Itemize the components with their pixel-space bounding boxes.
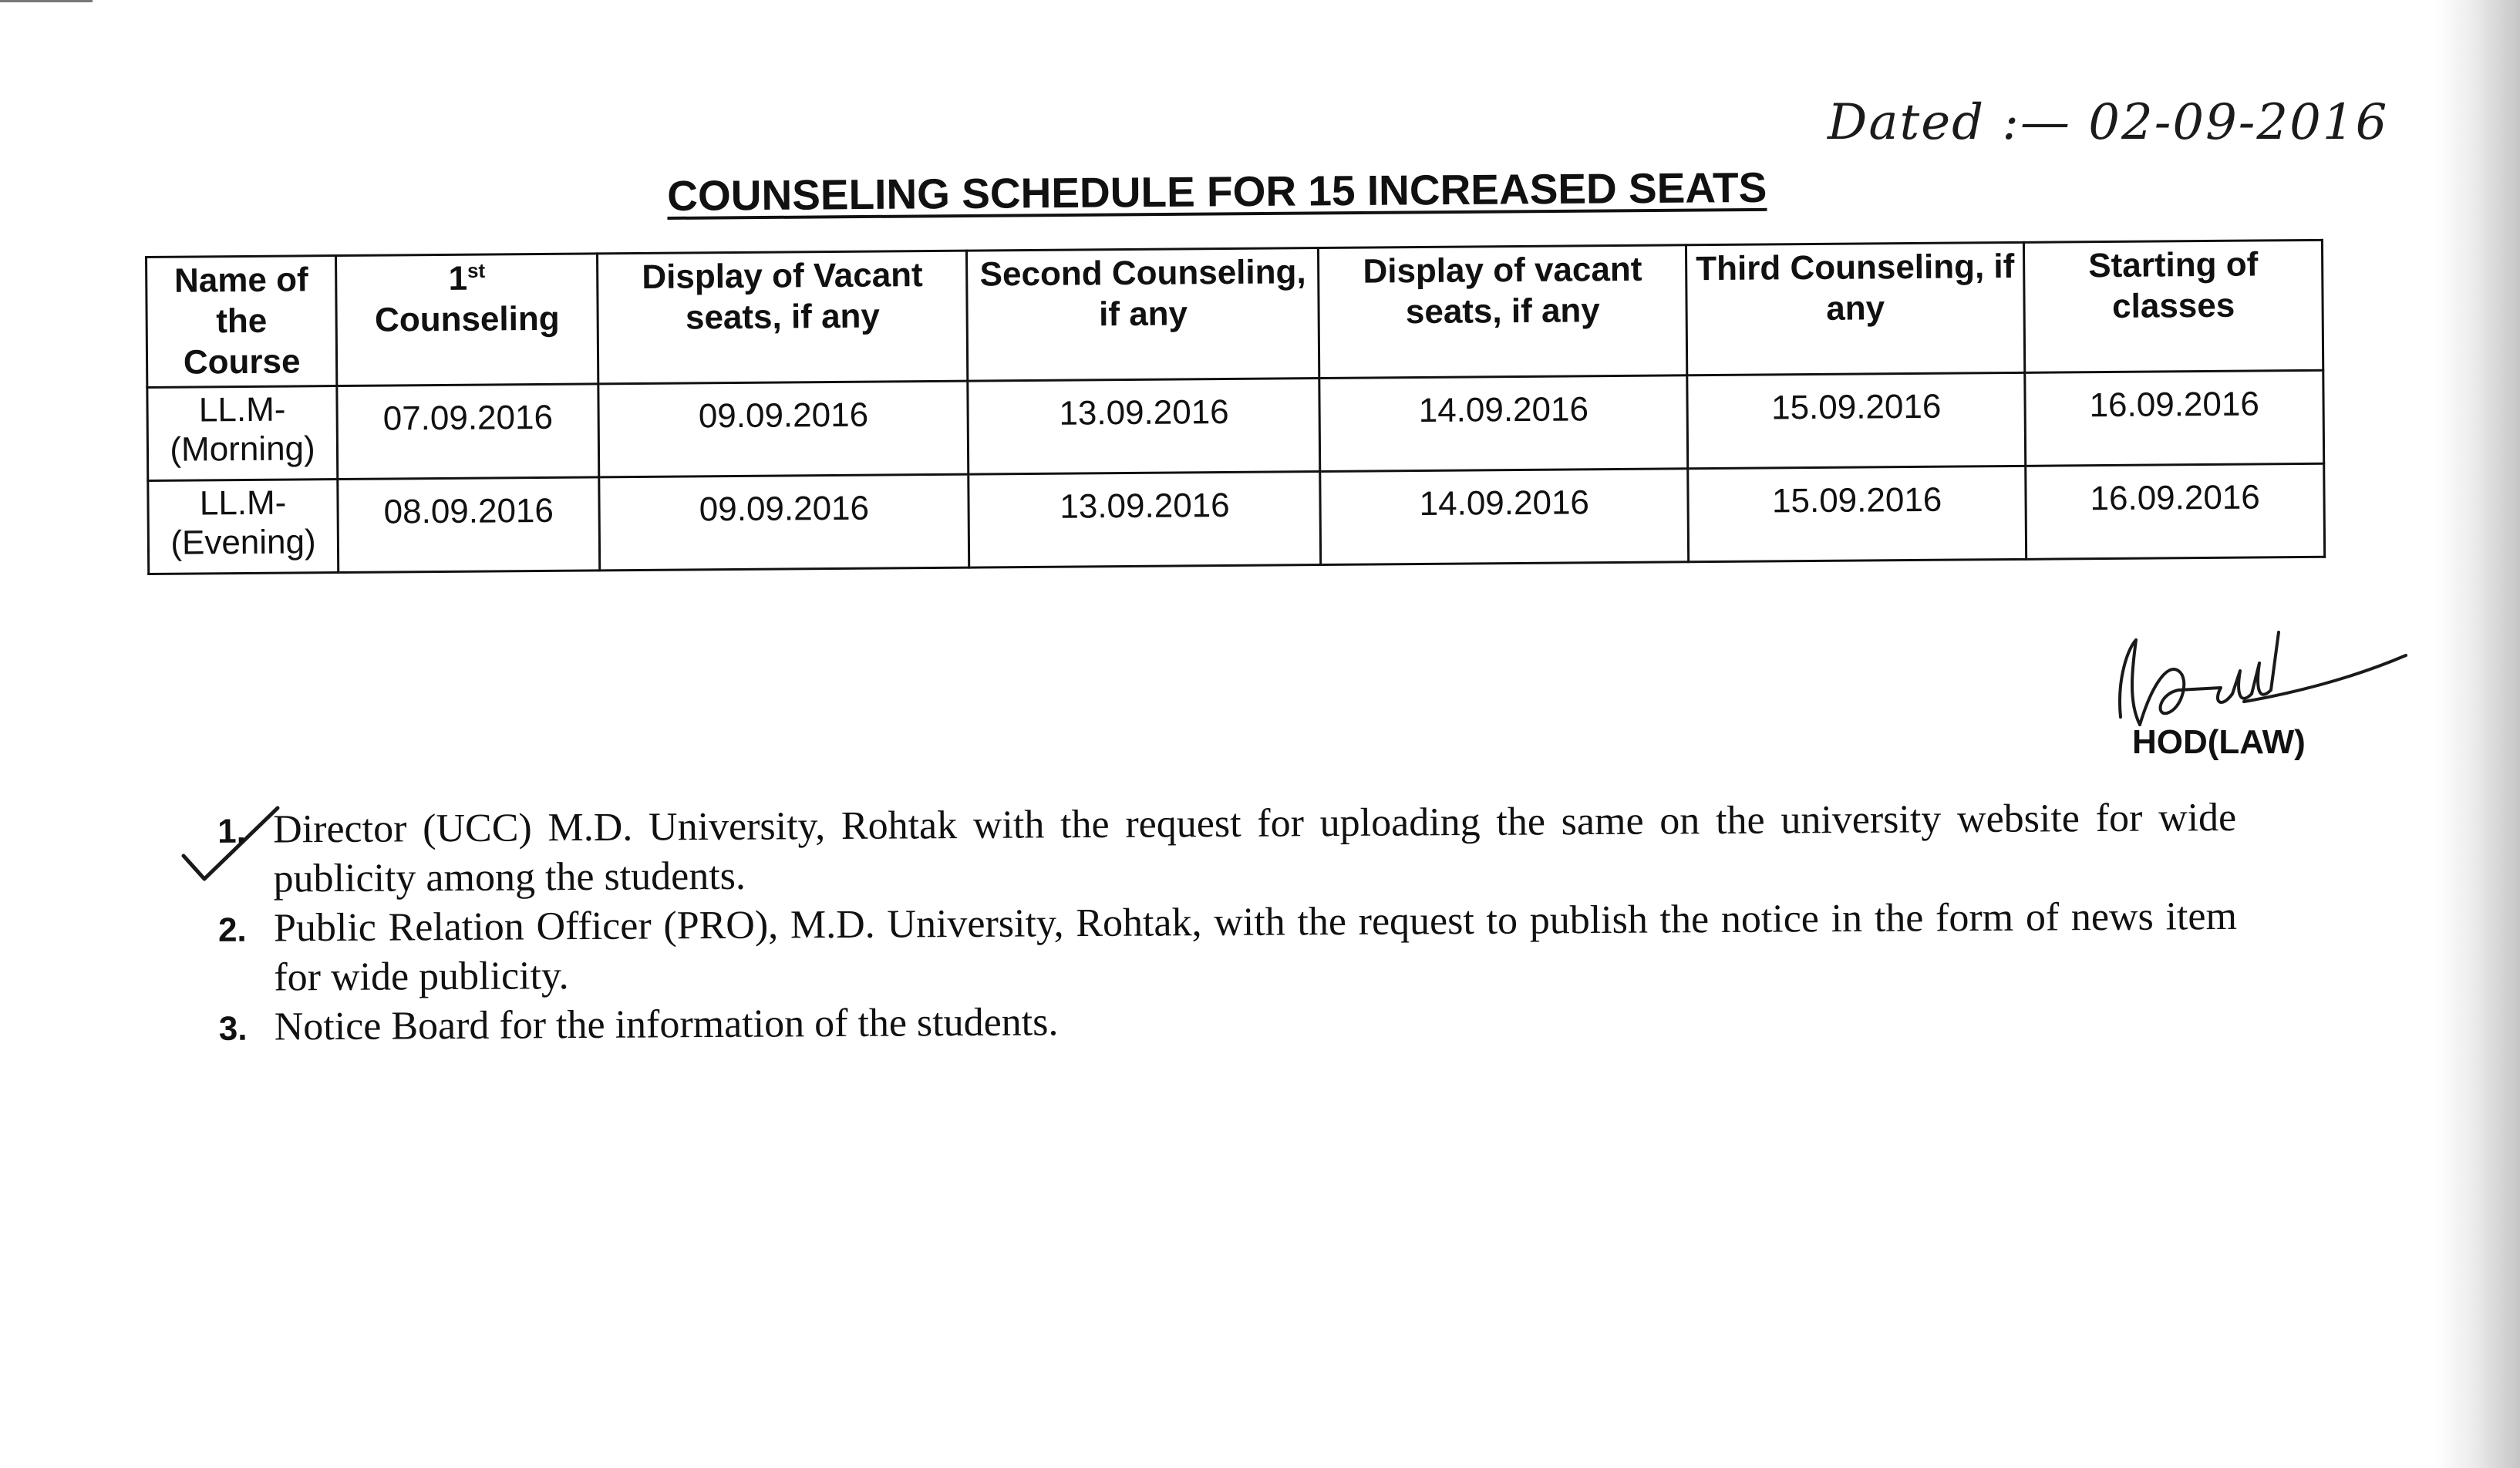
cell-starting-classes: 16.09.2016 xyxy=(2025,371,2324,466)
cell-second-counseling: 13.09.2016 xyxy=(969,472,1321,568)
header-first-label: Counseling xyxy=(374,299,560,339)
distribution-list xyxy=(208,793,2238,1052)
list-item-text: Notice Board for the information of the students. xyxy=(274,1000,1059,1049)
scan-edge-shadow xyxy=(2435,0,2520,1468)
cell-vacant-seats-2: 14.09.2016 xyxy=(1320,469,1688,565)
header-first-sup: st xyxy=(467,258,486,283)
header-first-number: 1 xyxy=(448,259,468,298)
signatory-label: HOD(LAW) xyxy=(2132,723,2306,761)
cell-first-counseling: 08.09.2016 xyxy=(338,477,600,573)
cell-third-counseling: 15.09.2016 xyxy=(1687,373,2026,469)
list-item xyxy=(209,892,2238,1003)
table-row xyxy=(148,464,2325,574)
header-starting-classes: Starting of classes xyxy=(2024,240,2323,372)
cell-course: LL.M-(Morning) xyxy=(147,386,338,481)
list-item-text: Public Relation Officer (PRO), M.D. University, Rohtak, with the request to publish the notice in the form of news item for wide publicity. xyxy=(273,894,2238,1000)
dated-handwritten: Dated :— 02-09-2016 xyxy=(1828,94,2389,151)
list-item-number: 1. xyxy=(217,812,247,850)
list-item-number: 2. xyxy=(217,911,247,949)
cell-third-counseling: 15.09.2016 xyxy=(1688,466,2026,562)
cell-first-counseling: 07.09.2016 xyxy=(337,384,599,480)
header-vacant-seats-2: Display of vacant seats, if any xyxy=(1319,245,1687,379)
cell-course: LL.M-(Evening) xyxy=(148,480,339,574)
schedule-table xyxy=(145,239,2326,576)
header-first-counseling xyxy=(336,254,598,386)
list-item xyxy=(208,793,2237,904)
table-row xyxy=(147,371,2324,481)
cell-vacant-seats-1: 09.09.2016 xyxy=(598,382,969,478)
header-second-counseling: Second Counseling, if any xyxy=(967,248,1319,382)
table-header-row xyxy=(147,240,2323,388)
list-item-text: Director (UCC) M.D. University, Rohtak with the request for uploading the same on the university website for wide publicity among the students. xyxy=(273,795,2237,901)
cell-vacant-seats-1: 09.09.2016 xyxy=(599,475,969,571)
scan-top-rule xyxy=(0,0,93,2)
page-title: COUNSELING SCHEDULE FOR 15 INCREASED SEATS xyxy=(667,163,1767,220)
cell-vacant-seats-2: 14.09.2016 xyxy=(1319,375,1687,472)
header-course-name: Name of the Course xyxy=(147,256,337,388)
list-item-number: 3. xyxy=(218,1009,248,1048)
cell-starting-classes: 16.09.2016 xyxy=(2026,464,2325,560)
header-third-counseling: Third Counseling, if any xyxy=(1686,242,2025,375)
header-vacant-seats-1: Display of Vacant seats, if any xyxy=(598,251,969,384)
cell-second-counseling: 13.09.2016 xyxy=(968,379,1320,475)
